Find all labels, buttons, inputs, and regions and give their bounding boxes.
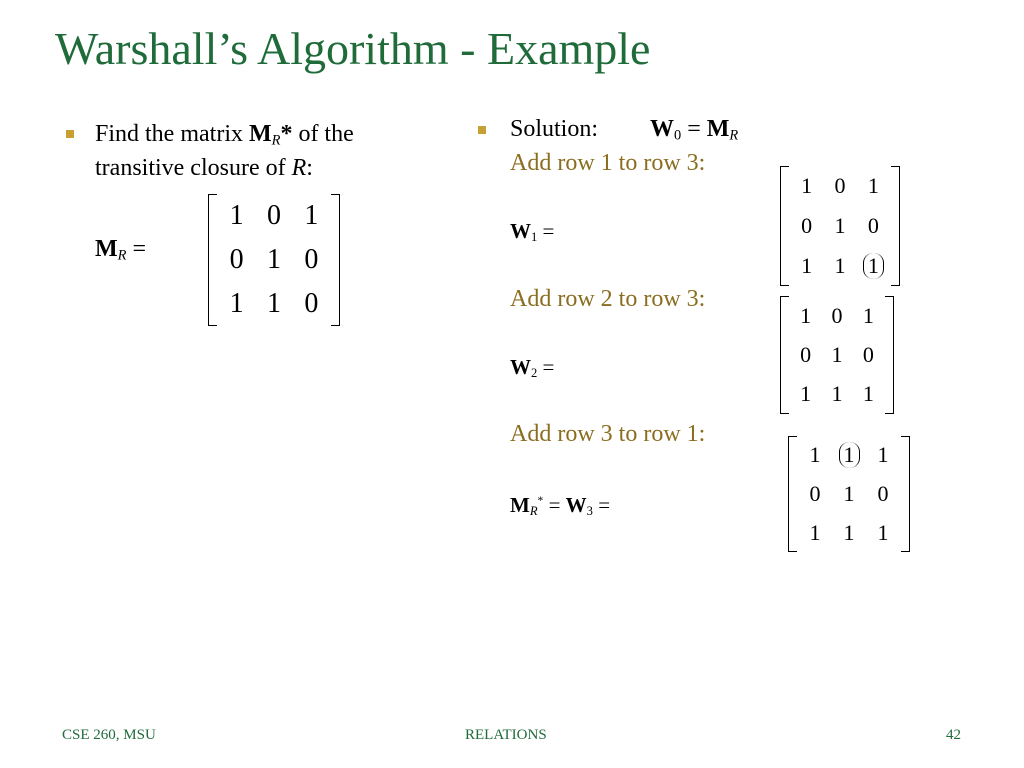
w0-eq: = — [681, 116, 707, 142]
matrix-cell: 1 — [831, 342, 843, 367]
w3-sup: * — [537, 495, 544, 507]
matrix-cell: 1 — [809, 519, 821, 545]
matrix-cell: 0 — [862, 342, 874, 367]
footer-page-number: 42 — [946, 727, 961, 743]
step2-text: Add row 2 to row 3: — [510, 286, 706, 312]
mr-label-eq: = — [126, 236, 146, 262]
matrix-w3 — [788, 436, 910, 552]
matrix-w1 — [780, 166, 900, 286]
matrix-row — [788, 513, 910, 553]
matrix-cell: 1 — [867, 173, 879, 198]
colon: : — [306, 155, 313, 181]
matrix-row — [208, 240, 340, 280]
matrix-subscript: R — [271, 132, 281, 149]
matrix-cell: 1 — [229, 200, 244, 231]
w3-W: W — [565, 493, 587, 518]
footer-course: CSE 260, MSU — [62, 727, 156, 743]
matrix-cell: 1 — [843, 519, 855, 545]
matrix-cell: 0 — [867, 213, 879, 238]
mr-label-sub: R — [117, 247, 127, 264]
w3-M: M — [510, 493, 530, 518]
matrix-cell: 0 — [834, 173, 846, 198]
matrix-cell: 0 — [304, 244, 319, 275]
bullet-icon — [478, 126, 486, 134]
matrix-row — [780, 335, 894, 375]
matrix-cell: 1 — [800, 381, 812, 407]
matrix-row — [780, 166, 900, 206]
w0-M: M — [706, 116, 730, 142]
matrix-cell: 1 — [809, 442, 821, 468]
matrix-cell: 1 — [843, 481, 855, 506]
relation-symbol: R — [291, 155, 307, 181]
matrix-cell: 0 — [267, 200, 281, 231]
matrix-cell: 1 — [800, 302, 812, 328]
matrix-row — [788, 435, 910, 475]
left-line2-text: transitive closure of — [95, 155, 292, 181]
matrix-row — [208, 196, 340, 236]
star-symbol: * — [280, 121, 293, 147]
step1-text: Add row 1 to row 3: — [510, 150, 706, 176]
w2-eq: = — [537, 355, 555, 379]
matrix-cell: 1 — [862, 381, 874, 407]
matrix-cell: 1 — [834, 213, 846, 238]
matrix-w2 — [780, 296, 894, 414]
matrix-cell — [851, 246, 895, 286]
matrix-cell: 1 — [801, 253, 813, 278]
w3-Msub: R — [529, 504, 538, 519]
w0-Msub: R — [729, 127, 739, 144]
matrix-row — [780, 374, 894, 414]
solution-label: Solution: — [510, 116, 599, 142]
w3-eq2: = — [592, 493, 611, 518]
mr-label — [95, 232, 146, 273]
matrix-cell: 0 — [809, 481, 821, 506]
matrix-row — [780, 246, 900, 286]
matrix-cell: 0 — [877, 481, 889, 506]
w1-eq: = — [537, 219, 555, 243]
matrix-cell: 0 — [229, 244, 244, 275]
solution-line — [510, 112, 598, 146]
w0-W: W — [650, 116, 674, 142]
matrix-symbol: M — [248, 121, 272, 147]
matrix-cell: 1 — [267, 244, 281, 275]
bullet-icon — [66, 130, 74, 138]
highlighted-entry: 1 — [863, 253, 884, 279]
matrix-cell: 1 — [831, 381, 843, 407]
w2-sub: 2 — [531, 366, 538, 381]
matrix-cell: 1 — [877, 519, 889, 545]
left-line1-rest: of the — [292, 121, 354, 147]
w1-label — [510, 214, 554, 254]
matrix-cell: 0 — [800, 342, 812, 367]
matrix-cell: 1 — [877, 442, 889, 468]
matrix-cell: 0 — [304, 288, 319, 319]
w2-label — [510, 350, 554, 390]
w1-W: W — [510, 219, 531, 243]
highlighted-entry: 1 — [839, 442, 860, 468]
matrix-cell: 1 — [229, 288, 244, 319]
w3-Wsub: 3 — [586, 504, 593, 519]
matrix-cell: 1 — [862, 302, 874, 328]
mr-label-M: M — [95, 236, 118, 262]
footer-section: RELATIONS — [465, 727, 547, 743]
w0-sub: 0 — [674, 127, 682, 144]
slide-title: Warshall’s Algorithm - Example — [55, 23, 651, 74]
matrix-row — [208, 284, 340, 324]
matrix-row — [780, 296, 894, 336]
matrix-cell: 0 — [801, 213, 813, 238]
matrix-row — [788, 474, 910, 514]
left-line1-text: Find the matrix — [95, 121, 249, 147]
w1-sub: 1 — [531, 230, 538, 245]
matrix-row — [780, 206, 900, 246]
step3-text: Add row 3 to row 1: — [510, 421, 706, 447]
w2-W: W — [510, 355, 531, 379]
matrix-cell: 1 — [834, 253, 846, 278]
w3-label — [510, 484, 610, 528]
w3-eq1: = — [543, 493, 566, 518]
matrix-cell: 1 — [267, 288, 281, 319]
matrix-mr — [208, 194, 340, 326]
left-bullet-line2 — [95, 151, 313, 185]
matrix-cell: 1 — [801, 173, 813, 198]
matrix-cell: 0 — [831, 302, 843, 328]
matrix-cell: 1 — [304, 200, 319, 231]
